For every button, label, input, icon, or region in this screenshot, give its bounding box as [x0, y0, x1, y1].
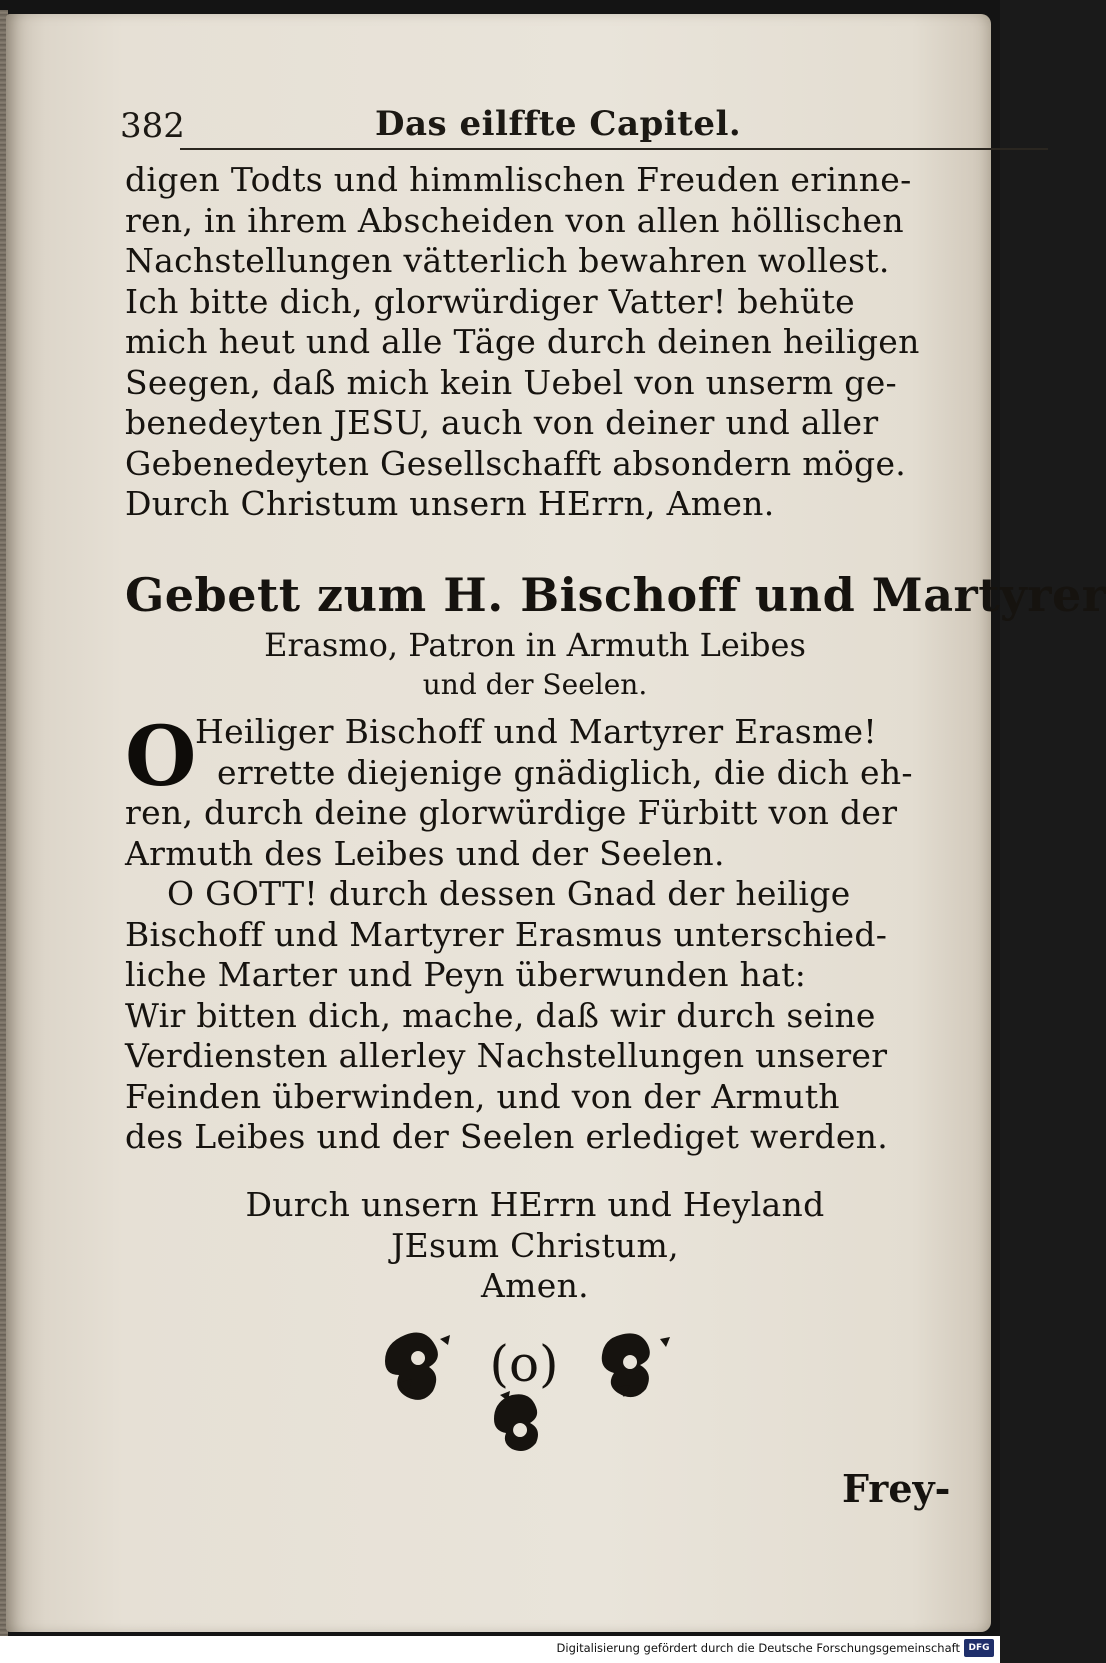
text-line: Ich bitte dich, glorwürdiger Vatter! behüte: [125, 281, 855, 321]
ornament-svg: [0, 1325, 1000, 1455]
page-number: 382: [120, 106, 185, 146]
closing-line: JEsum Christum,: [391, 1225, 679, 1265]
text-line: mich heut und alle Täge durch deinen heiligen: [125, 322, 920, 361]
text-line: des Leibes und der Seelen erlediget werden.: [125, 1117, 889, 1156]
text-line: Feinden überwinden, und von der Armuth: [125, 1076, 840, 1116]
text-line: Heiliger Bischoff und Martyrer Erasme!: [195, 712, 877, 751]
footer-credit: Digitalisierung gefördert durch die Deutsche Forschungsgemeinschaft: [556, 1641, 960, 1655]
text-line: ren, durch deine glorwürdige Fürbitt von der: [125, 793, 898, 832]
prayer-paragraph-1: [125, 709, 945, 874]
text-line: liche Marter und Peyn überwunden hat:: [125, 955, 807, 994]
ornament-center-glyph: (o): [489, 1335, 559, 1393]
text-line: digen Todts und himmlischen Freuden erinne-: [125, 160, 912, 199]
text-line: Durch Christum unsern HErrn, Amen.: [125, 484, 775, 523]
prayer-paragraph-2: [125, 874, 945, 1158]
text-line: errette diejenige gnädiglich, die dich eh-: [217, 752, 913, 792]
text-line: Verdiensten allerley Nachstellungen unserer: [125, 1036, 888, 1075]
text-line: Bischoff und Martyrer Erasmus unterschied-: [125, 914, 888, 954]
text-line: Gebenedeyten Gesellschafft absondern möge.: [125, 443, 907, 483]
drop-cap: O: [125, 709, 197, 805]
running-title: Das eilffte Capitel.: [375, 104, 742, 144]
catchword: Frey-: [842, 1466, 951, 1511]
text-line: Seegen, daß mich kein Uebel von unserm ge-: [125, 362, 898, 402]
header-rule: [180, 148, 1048, 150]
body-text: [125, 160, 945, 525]
text-line: benedeyten JESU, auch von deiner und aller: [125, 403, 879, 442]
fleuron-ornament-icon: [0, 1325, 1000, 1455]
dfg-logo-badge: DFG: [964, 1639, 994, 1657]
text-line: Wir bitten dich, mache, daß wir durch seine: [125, 995, 876, 1035]
prayer-heading: [125, 566, 1106, 704]
footer-bar: [0, 1636, 1000, 1663]
text-line: Armuth des Leibes und der Seelen.: [125, 833, 725, 873]
closing-line: Durch unsern HErrn und Heyland: [245, 1185, 825, 1224]
text-line: Nachstellungen vätterlich bewahren wollest.: [125, 241, 890, 280]
text-line: ren, in ihrem Abscheiden von allen höllischen: [125, 200, 904, 240]
text-line: O GOTT! durch dessen Gnad der heilige: [167, 874, 851, 913]
page-header: [120, 98, 940, 152]
prayer-closing: [125, 1185, 945, 1307]
prayer-text: [125, 709, 945, 1158]
heading-title: Gebett zum H. Bischoff und Martyrer: [125, 568, 1106, 622]
closing-line: Amen.: [481, 1266, 589, 1305]
heading-subtitle-2: und der Seelen.: [422, 668, 648, 701]
heading-subtitle: Erasmo, Patron in Armuth Leibes: [264, 626, 806, 664]
